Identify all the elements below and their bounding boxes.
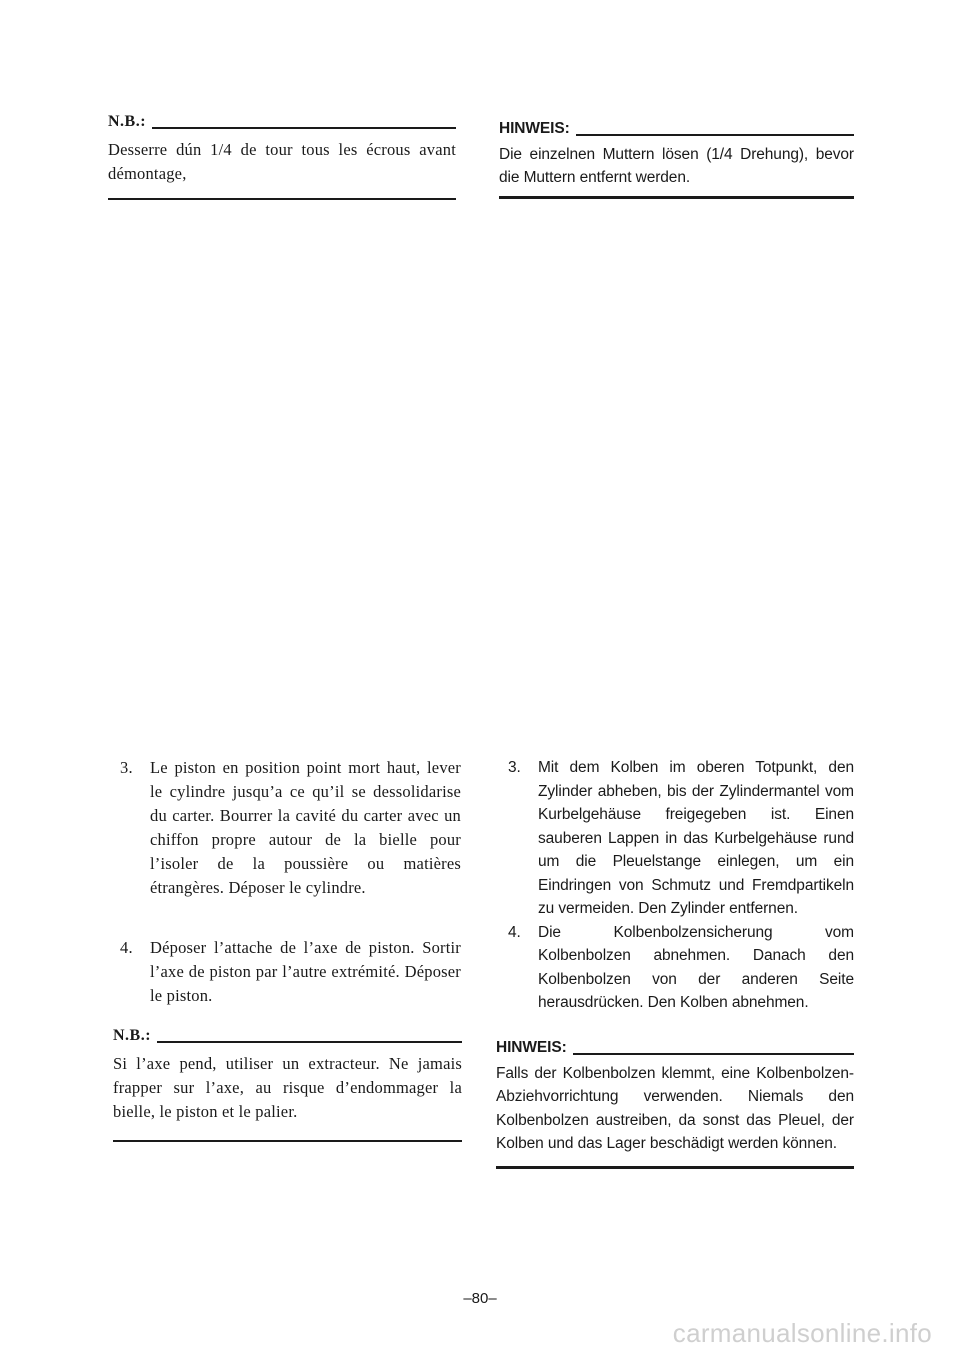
- note-header: [113, 1024, 462, 1048]
- note-header-rule: [576, 134, 854, 136]
- step-number: 4.: [120, 938, 133, 957]
- step-item: [120, 756, 461, 900]
- note-header-rule: [152, 127, 456, 129]
- note-text: Desserre dún 1/4 de tour tous les écrous avant démontage,: [108, 140, 456, 183]
- left-bottom-note: [113, 1024, 462, 1142]
- step-item: [120, 936, 461, 1008]
- step-text: Die Kolbenbolzensicherung vom Kolbenbolzen abnehmen. Danach den Kolbenbolzen von der anderen Seite herausdrücken. Den Kolben abnehmen.: [538, 923, 854, 1011]
- note-label: HINWEIS:: [499, 120, 570, 137]
- left-top-note: [108, 110, 456, 200]
- note-text: Si l’axe pend, utiliser un extracteur. Ne jamais frapper sur l’axe, au risque d’endommager la bielle, le piston et le palier.: [113, 1054, 462, 1121]
- step-number: 4.: [508, 923, 521, 941]
- left-steps: [120, 756, 461, 1008]
- note-label: N.B.:: [108, 113, 147, 130]
- note-text: Die einzelnen Muttern lösen (1/4 Drehung), bevor die Muttern entfernt werden.: [499, 145, 854, 186]
- right-top-note: [499, 117, 854, 199]
- note-header: [496, 1036, 854, 1060]
- watermark: carmanualsonline.info: [672, 1318, 932, 1348]
- note-end-rule: [496, 1166, 854, 1169]
- step-item: [508, 756, 854, 921]
- step-text: Le piston en position point mort haut, lever le cylindre jusqu’a ce qu’il se dessolidarise du carter. Bourrer la cavité du carter avec un chiffon propre autour de la bielle pour l’isoler de la poussière ou matières étrangères. Déposer le cylindre.: [150, 758, 461, 897]
- note-header-rule: [573, 1053, 854, 1055]
- note-header: [499, 117, 854, 141]
- note-end-rule: [499, 196, 854, 199]
- right-steps: [508, 756, 854, 1015]
- note-header: [108, 110, 456, 134]
- step-number: 3.: [508, 759, 521, 776]
- step-text: Déposer l’attache de l’axe de piston. Sortir l’axe de piston par l’autre extrémité. Déposer le piston.: [150, 938, 461, 1005]
- note-header-rule: [157, 1041, 462, 1043]
- note-label: N.B.:: [113, 1027, 152, 1044]
- note-end-rule: [108, 198, 456, 200]
- step-item: [508, 921, 854, 1015]
- right-bottom-note: [496, 1036, 854, 1169]
- note-label: HINWEIS:: [496, 1039, 567, 1056]
- note-end-rule: [113, 1140, 462, 1142]
- step-text: Mit dem Kolben im oberen Totpunkt, den Zylinder abheben, bis der Zylindermantel vom Kurbelgehäuse freigegeben ist. Einen sauberen Lappen in das Kurbelgehäuse rund um die Pleuelstange einlegen, um ein Eindringen von Schmutz und Fremdpartikeln zu vermeiden. Den Zylinder entfernen.: [538, 759, 854, 917]
- step-number: 3.: [120, 758, 133, 777]
- note-text: Falls der Kolbenbolzen klemmt, eine Kolbenbolzen-Abziehvorrichtung verwenden. Niemals den Kolbenbolzen austreiben, da sonst das Pleuel, der Kolben und das Lager beschädigt werden können.: [496, 1064, 854, 1152]
- page-number: –80–: [463, 1290, 497, 1307]
